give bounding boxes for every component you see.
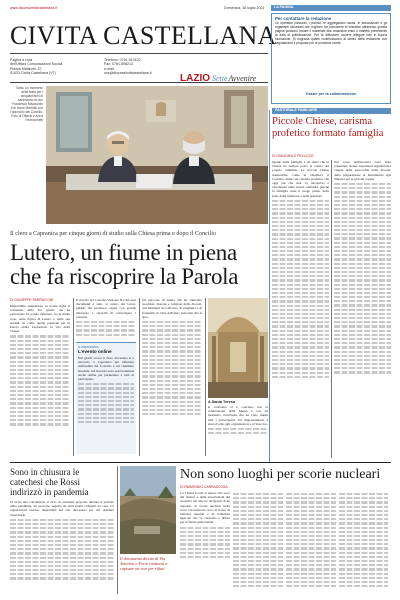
santa-teresa-caption: A Santa Teresa: [208, 400, 236, 404]
article-col-4: Il confronto si è concluso con la celebrazione della Messa e con un momento conviviale che ha visto riuniti tutti i partecipanti. Un ringraziamento è stato rivolto agli organizzatori e al Vescovo.: [208, 405, 268, 455]
right-col-a: Quello sulla famiglia è un tema che la Chiesa ha sempre posto al centro del proprio cammino. Le piccole Chiese domestiche, come le chiamava il Concilio, hanno un carisma profetico che oggi più che mai va riscoperto e valorizzato nelle nostre comunità, perché la famiglia resta il luogo primo della fede, della relazione e della speranza.: [272, 160, 329, 458]
landscape-caption: Il documento diretto di Via Amerina e Forre rinalzerà a capisare un vice per rifiuti: [120, 556, 168, 571]
article-col-1: [10, 298, 70, 456]
right-headline: Piccole Chiese, carisma profetico formato famiglia: [272, 116, 384, 139]
avvenire-logo: LAZIO SetteAvvenire: [180, 73, 257, 84]
bottom-left-text: Si avvia alla conclusione il ciclo di catechesi proposte durante il periodo della pandemia, un percorso seguito da tanti fedeli collegati da casa. Le registrazioni restano disponibili sul sito diocesano per chi desidera riascoltarle.: [10, 500, 114, 594]
contact-box-title: Per contattare la redazione: [275, 16, 332, 21]
landscape-photo: [120, 466, 176, 554]
event-box-title: L'evento online: [78, 349, 112, 354]
event-box-tag: IL PERCORSO: [78, 345, 99, 349]
church-photo: [208, 298, 268, 398]
article-byline: DI GIUSEPPE PARRACCINI: [10, 298, 54, 302]
contact-box: [271, 13, 391, 104]
article-paragraph: Il ricordo del Concilio Vaticano II e dei suoi documenti è stato al centro dei lavori, guidati dal professor ospite con grande chiarezza e capacità di coinvolgere i presenti.: [76, 298, 136, 319]
right-col-b: Nel corso dell'incontro sono state presentate alcune esperienze significative vissute nelle parrocchie della diocesi, dalla preparazione al matrimonio agli itinerari per le giovani coppie.: [334, 160, 391, 458]
priests-photo: [46, 86, 268, 224]
section-tag: LA PAGINA: [271, 5, 391, 11]
issue-date: Domenica, 18 luglio 2021: [224, 6, 265, 10]
event-box-text: Nei giorni scorsi il clero diocesano si è ritrovato a Capranica per riflettere sull'eredità del Concilio e sul cammino sinodale. Gli incontri sono stati trasmessi anche online per permettere a tutti di partecipare.: [78, 356, 134, 382]
article-col-3: Un percorso di studio che ha coinvolto sacerdoti, diaconi e religiosi della diocesi, con momenti di confronto, di preghiera e di fraternità, in vista dell'anno pastorale che si apre.: [142, 298, 202, 454]
contact-box-cta: Grazie per la collaborazione: [305, 92, 357, 96]
bottom-right-headline: Non sono luoghi per scorie nucleari: [180, 467, 381, 482]
article-paragraph: Impossibile sintetizzare in poche righe il contenuto della Tre giorni: chi ha partecipato ha potuto riflettere, tra le molte cose, sulla figura di Lutero e sulla sua eredità, su come quella passione per la Parola abbia trasformato la vita della Chiesa.: [10, 304, 70, 334]
masthead-title: CIVITA CASTELLANA: [10, 21, 277, 50]
right-byline: DI GIANCARLO PELLICCE: [272, 154, 314, 158]
article-col-2: [76, 298, 136, 454]
right-section-tag: PASTORALE FAMILIARE: [272, 108, 391, 114]
masthead-contacts: Telefono: 0761.513102 Fax: 0761.598213 e-mail: ucs@diocesicivitacastellana.it: [104, 58, 152, 76]
article-headline: Lutero, un fiume in piena che fa riscoprire la Parola: [10, 240, 239, 289]
event-box: [76, 342, 136, 454]
church-interior-image: [208, 298, 268, 398]
landfill-image: [120, 466, 176, 554]
site-url[interactable]: www.diocesicivitacastellana.it: [10, 6, 57, 10]
masthead-info: Pagina a cura dell'Ufficio Comunicazioni Sociali Piazza Matteotti, 27 01033 Civita Castellana (VT): [10, 58, 63, 76]
article-kicker: Il clero a Capranica per cinque giorni di studio sulla Chiesa prima e dopo il Concilio: [10, 231, 216, 237]
bottom-left-headline: Sono in chiusura le catechesi che Rossi indirizzò in pandemia: [10, 467, 89, 497]
photo-caption: Sotto, un momento della festa per i cinquant'anni di sacerdozio di don Francesco Mazzucchi e di Ivano Marriotti con l'annuncio del Concilio. Foto di Ottavio e Anna Fedrucchetti: [10, 86, 43, 122]
bottom-right-columns: La Chiesa locale si unisce alla voce dei sindaci e delle associazioni del territorio nel dire no all'ipotesi di un deposito di scorie nucleari nella zona. Un territorio ricco di storia, di bellezze naturali e di tradizioni agricole che va custodito e difeso per le future generazioni.: [180, 491, 391, 594]
contact-box-text: Gli operatori pastorali, i parroci, le aggregazioni laicali, le associazioni e gli organismi diocesani che vogliono far conoscere le iniziative attraverso questa pagina possono inviare il materiale alla redazione entro il martedì precedente la data di pubblicazione. Per la diffusione occorre allegare foto in buona risoluzione. Si ringrazia quanti contribuiscono al lavoro della redazione con segnalazioni e proposte per le prossime uscite.: [275, 22, 387, 45]
main-photo: [46, 86, 268, 224]
bottom-right-byline: DI RAIMONDO CARRASCOSA: [180, 485, 228, 489]
